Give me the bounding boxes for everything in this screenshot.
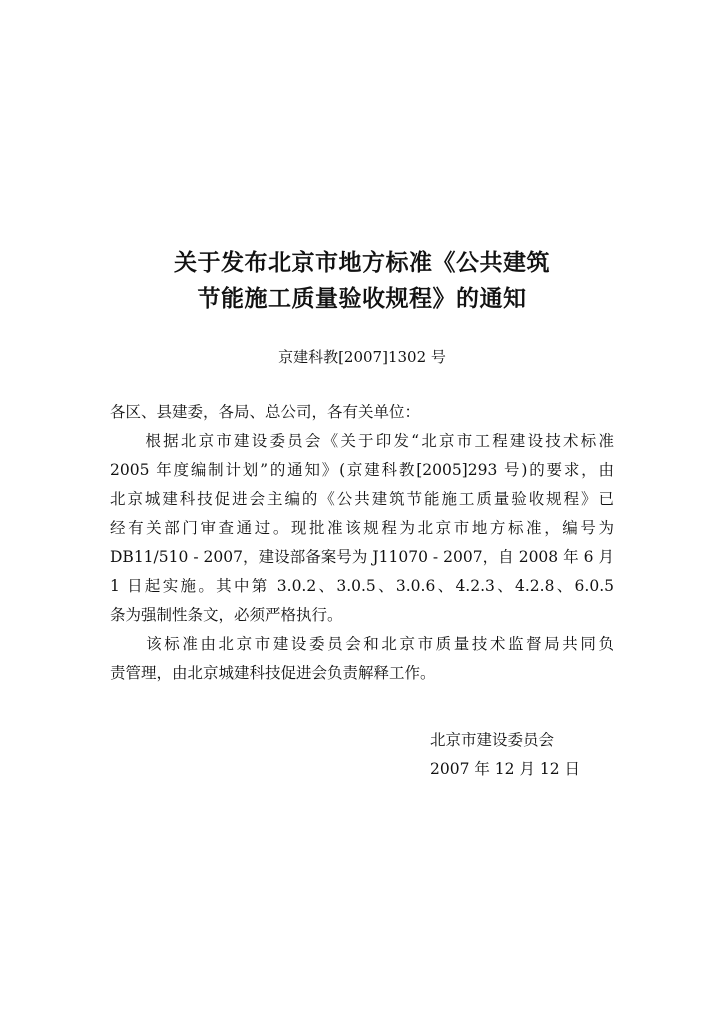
issue-date: 2007 年 12 月 12 日 — [430, 760, 581, 778]
body-line-4: 经有关部门审查通过。现批准该规程为北京市地方标准，编号为 — [110, 519, 614, 537]
notice-title-line-2: 节能施工质量验收规程》的通知 — [197, 286, 527, 312]
body-line-6: 1 日起实施。其中第 3.0.2、3.0.5、3.0.6、4.2.3、4.2.8、6.0.5 — [110, 577, 614, 595]
body-line-8: 该标准由北京市建设委员会和北京市质量技术监督局共同负 — [110, 635, 614, 653]
body-line-1: 根据北京市建设委员会《关于印发“北京市工程建设技术标准 — [110, 432, 614, 450]
document-number: 京建科教[2007]1302 号 — [278, 348, 446, 366]
body-line-9: 责管理，由北京城建科技促进会负责解释工作。 — [110, 664, 436, 682]
body-line-2: 2005 年度编制计划”的通知》(京建科教[2005]293 号)的要求，由 — [110, 461, 614, 479]
body-line-5: DB11/510 - 2007，建设部备案号为 J11070 - 2007，自 2008 年 6 月 — [110, 548, 614, 566]
body-line-3: 北京城建科技促进会主编的《公共建筑节能施工质量验收规程》已 — [110, 490, 614, 508]
notice-title-line-1: 关于发布北京市地方标准《公共建筑 — [174, 250, 550, 276]
salutation: 各区、县建委，各局、总公司，各有关单位： — [110, 403, 421, 421]
body-line-7: 条为强制性条文，必须严格执行。 — [110, 606, 343, 624]
issuer-signature: 北京市建设委员会 — [430, 731, 555, 749]
